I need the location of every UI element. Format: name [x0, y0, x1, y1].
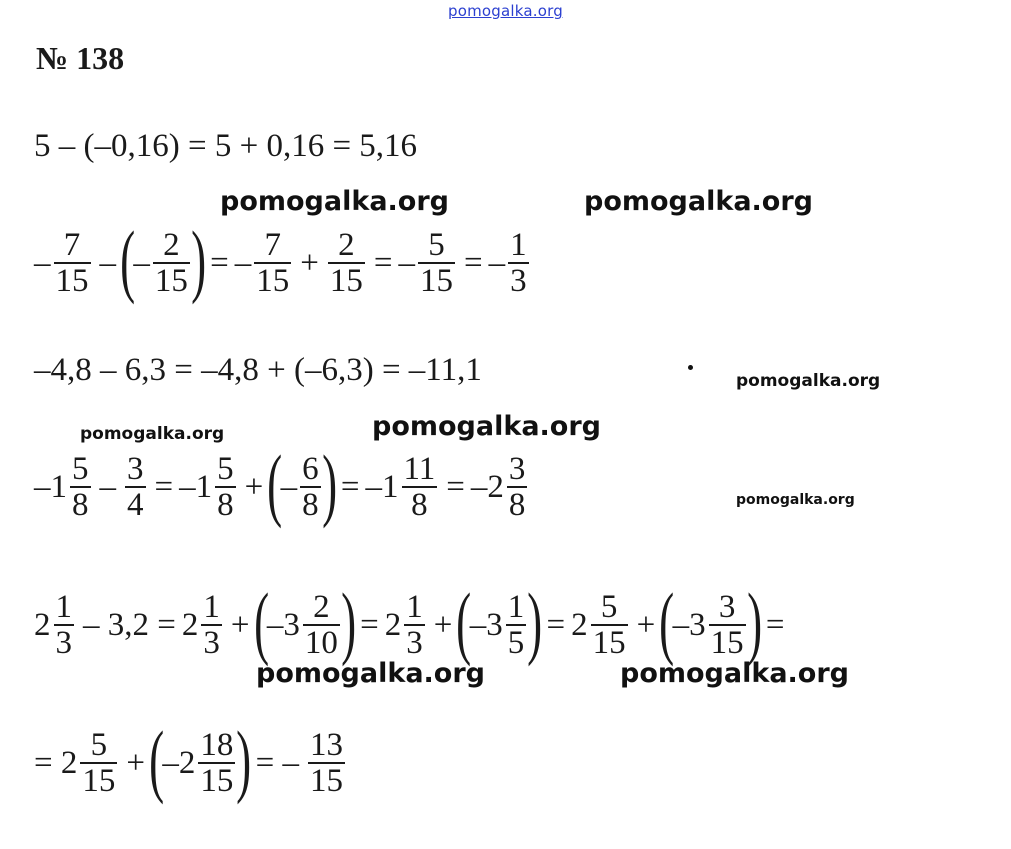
- equation-3-text: –4,8 – 6,3 = –4,8 + (–6,3) = –11,1: [34, 352, 482, 388]
- fraction: $\frac{3}{4}$: [127, 450, 144, 523]
- fraction: $\frac{7}{15}$: [256, 226, 290, 299]
- watermark-text: pomogalka.org: [220, 186, 449, 217]
- fraction: $\frac{1}{3}$: [406, 588, 423, 661]
- left-paren: (: [120, 214, 136, 305]
- problem-number: № 138: [36, 40, 125, 76]
- whole-part: –1: [34, 468, 67, 505]
- minus-sign: –: [234, 244, 252, 281]
- equals-sign: =: [446, 468, 465, 505]
- fraction: $\frac{1}{3}$: [203, 588, 220, 661]
- fraction: $\frac{18}{15}$: [200, 726, 234, 799]
- watermark-text: pomogalka.org: [256, 658, 485, 689]
- equation-2: [34, 214, 532, 305]
- equation-3: [34, 352, 482, 389]
- minus-sign: –: [398, 244, 415, 281]
- equation-4: [34, 438, 530, 529]
- operator: – 3,2 =: [83, 606, 176, 643]
- fraction: $\frac{2}{15}$: [329, 226, 363, 299]
- minus-sign: –: [488, 244, 506, 281]
- left-paren: (: [253, 576, 269, 667]
- whole-part: 2: [571, 606, 588, 643]
- right-paren: ): [340, 576, 356, 667]
- fraction: $\frac{7}{15}$: [55, 226, 89, 299]
- whole-part: –1: [179, 468, 213, 505]
- whole-part: 2: [34, 606, 51, 643]
- fraction: $\frac{13}{15}$: [310, 726, 343, 799]
- fraction: $\frac{11}{8}$: [403, 450, 436, 523]
- fraction: $\frac{3}{8}$: [508, 450, 526, 523]
- whole-part: –1: [365, 468, 399, 505]
- fraction: $\frac{2}{10}$: [304, 588, 338, 661]
- equals-sign: =: [373, 244, 393, 281]
- operator: +: [126, 744, 145, 781]
- operator: –: [99, 244, 116, 281]
- equation-6: [34, 714, 348, 805]
- right-paren: ): [321, 438, 337, 529]
- watermark-text: pomogalka.org: [736, 492, 855, 508]
- fraction: $\frac{1}{3}$: [55, 588, 72, 661]
- equals-sign: =: [765, 606, 785, 643]
- fraction: $\frac{1}{5}$: [507, 588, 525, 661]
- operator: –: [99, 468, 116, 505]
- fraction: $\frac{5}{15}$: [420, 226, 453, 299]
- whole-part: 2: [181, 606, 199, 643]
- equation-1: [34, 128, 417, 165]
- whole-part: = 2: [34, 744, 78, 781]
- operator: +: [636, 606, 656, 643]
- equation-1-text: 5 – (–0,16) = 5 + 0,16 = 5,16: [34, 128, 418, 164]
- operator: +: [300, 244, 319, 281]
- stray-dot: [688, 365, 693, 370]
- minus-sign: –: [280, 468, 298, 505]
- fraction: $\frac{5}{8}$: [217, 450, 234, 523]
- fraction: $\frac{5}{15}$: [82, 726, 116, 799]
- equals-sign: = –: [255, 744, 299, 781]
- left-paren: (: [456, 576, 472, 667]
- left-paren: (: [659, 576, 675, 667]
- right-paren: ): [527, 576, 543, 667]
- whole-part: –3: [672, 606, 706, 643]
- equals-sign: =: [154, 468, 174, 505]
- equals-sign: =: [360, 606, 379, 643]
- equals-sign: =: [210, 244, 229, 281]
- whole-part: –3: [266, 606, 300, 643]
- right-paren: ): [190, 214, 206, 305]
- left-paren: (: [149, 714, 165, 805]
- right-paren: ): [236, 714, 252, 805]
- equals-sign: =: [546, 606, 566, 643]
- whole-part: –3: [469, 606, 503, 643]
- whole-part: –2: [470, 468, 504, 505]
- fraction: $\frac{1}{3}$: [510, 226, 527, 299]
- whole-part: –2: [162, 744, 196, 781]
- left-paren: (: [267, 438, 283, 529]
- watermark-text: pomogalka.org: [584, 186, 813, 217]
- operator: +: [244, 468, 264, 505]
- right-paren: ): [746, 576, 762, 667]
- minus-sign: –: [133, 244, 150, 281]
- fraction: $\frac{5}{8}$: [72, 450, 89, 523]
- watermark-text: pomogalka.org: [80, 424, 225, 444]
- minus-sign: –: [34, 244, 51, 281]
- fraction: $\frac{3}{15}$: [710, 588, 744, 661]
- whole-part: 2: [384, 606, 402, 643]
- equals-sign: =: [340, 468, 360, 505]
- watermark-text: pomogalka.org: [736, 371, 881, 391]
- operator: +: [230, 606, 250, 643]
- equals-sign: =: [464, 244, 483, 281]
- watermark-top-link[interactable]: pomogalka.org: [448, 2, 563, 20]
- fraction: $\frac{6}{8}$: [302, 450, 319, 523]
- operator: +: [433, 606, 453, 643]
- fraction: $\frac{5}{15}$: [592, 588, 626, 661]
- equation-5: [34, 576, 791, 667]
- watermark-text: pomogalka.org: [372, 411, 601, 442]
- fraction: $\frac{2}{15}$: [154, 226, 188, 299]
- watermark-text: pomogalka.org: [620, 658, 849, 689]
